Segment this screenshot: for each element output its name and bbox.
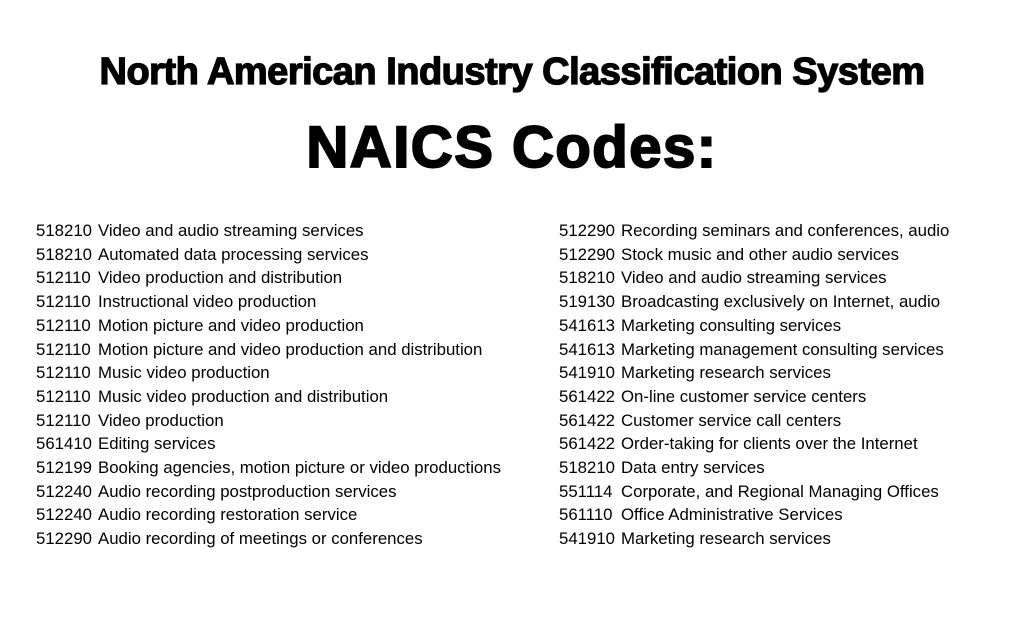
naics-row [36, 385, 501, 409]
naics-row [559, 314, 949, 338]
page-subtitle: NAICS Codes: [306, 115, 718, 180]
naics-row [36, 338, 501, 362]
naics-code: 561422 [559, 386, 615, 406]
naics-row [36, 503, 501, 527]
naics-code: 512110 [36, 315, 91, 335]
naics-code: 518210 [559, 268, 615, 288]
naics-code: 512290 [559, 244, 615, 264]
naics-row [36, 456, 501, 480]
naics-code: 512110 [36, 363, 91, 383]
naics-row [559, 409, 949, 433]
naics-code: 541910 [559, 363, 615, 383]
naics-code: 512110 [36, 386, 91, 406]
naics-description: Motion picture and video production and distribution [98, 339, 483, 359]
naics-description: Audio recording restoration service [98, 505, 358, 525]
naics-description: Marketing research services [621, 363, 831, 383]
naics-code: 551114 [559, 481, 613, 501]
naics-row [559, 219, 949, 243]
naics-description: Office Administrative Services [621, 505, 843, 525]
naics-code: 519130 [559, 292, 615, 312]
naics-code: 561422 [559, 410, 615, 430]
naics-row [36, 266, 501, 290]
naics-row [559, 243, 949, 267]
naics-row [36, 243, 501, 267]
naics-code: 512110 [36, 410, 91, 430]
naics-row [36, 290, 501, 314]
naics-description: Music video production [98, 363, 270, 383]
naics-row [36, 480, 501, 504]
naics-description: Marketing consulting services [621, 315, 842, 335]
naics-code: 518210 [36, 244, 92, 264]
naics-row [559, 432, 949, 456]
naics-description: Video production and distribution [98, 268, 343, 288]
naics-code: 541613 [559, 315, 615, 335]
naics-description: Automated data processing services [98, 244, 369, 264]
naics-row [36, 219, 501, 243]
naics-code: 512110 [36, 268, 91, 288]
naics-description: Music video production and distribution [98, 386, 389, 406]
naics-description: Motion picture and video production [98, 315, 364, 335]
naics-description: Recording seminars and conferences, audio [621, 221, 950, 240]
naics-row [559, 527, 949, 551]
naics-description: Marketing research services [621, 529, 831, 549]
naics-row [559, 456, 949, 480]
naics-code: 512240 [36, 481, 92, 501]
naics-description: Data entry services [621, 458, 765, 478]
naics-code: 512290 [559, 221, 615, 240]
naics-code: 561422 [559, 434, 615, 454]
naics-description: Corporate, and Regional Managing Offices [621, 481, 939, 501]
naics-code: 518210 [36, 221, 92, 240]
naics-description: On-line customer service centers [621, 386, 867, 406]
naics-row [559, 480, 949, 504]
naics-column-right [559, 219, 949, 551]
naics-code: 512240 [36, 505, 92, 525]
naics-description: Customer service call centers [621, 410, 842, 430]
naics-row [36, 314, 501, 338]
naics-code: 512110 [36, 339, 91, 359]
naics-description: Video and audio streaming services [621, 268, 887, 288]
naics-code: 541910 [559, 529, 615, 549]
naics-code: 518210 [559, 458, 615, 478]
naics-description: Stock music and other audio services [621, 244, 899, 264]
naics-code: 561410 [36, 434, 92, 454]
naics-code-list [0, 219, 1024, 559]
naics-row [36, 361, 501, 385]
naics-code: 512199 [36, 458, 92, 478]
naics-code: 561110 [559, 505, 613, 525]
naics-description: Broadcasting exclusively on Internet, audio [621, 292, 941, 312]
naics-row [36, 527, 501, 551]
naics-row [559, 266, 949, 290]
naics-description: Audio recording postproduction services [98, 481, 397, 501]
naics-row [559, 338, 949, 362]
naics-row [559, 361, 949, 385]
naics-row [559, 385, 949, 409]
naics-row [559, 503, 949, 527]
naics-description: Instructional video production [98, 292, 317, 312]
naics-code: 541613 [559, 339, 615, 359]
naics-description: Audio recording of meetings or conferences [98, 529, 423, 549]
page-title: North American Industry Classification System [99, 51, 925, 93]
naics-column-left [36, 219, 501, 551]
naics-row [36, 432, 501, 456]
naics-code: 512110 [36, 292, 91, 312]
naics-code: 512290 [36, 529, 92, 549]
naics-row [36, 409, 501, 433]
naics-description: Marketing management consulting services [621, 339, 944, 359]
naics-description: Video production [98, 410, 224, 430]
naics-description: Video and audio streaming services [98, 221, 364, 240]
naics-row [559, 290, 949, 314]
naics-description: Order-taking for clients over the Internet [621, 434, 918, 454]
naics-description: Editing services [98, 434, 216, 454]
naics-description: Booking agencies, motion picture or video productions [98, 458, 501, 478]
